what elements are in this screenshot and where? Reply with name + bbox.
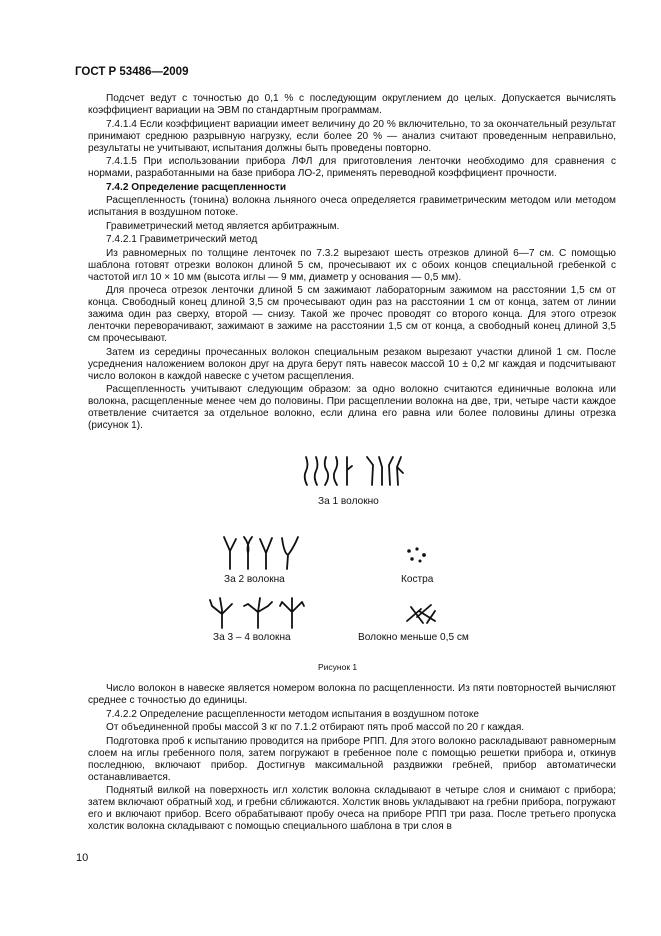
- figure-caption: Рисунок 1: [318, 662, 358, 672]
- two-fiber-drawing: [222, 535, 302, 571]
- label-chaff: Костра: [401, 574, 434, 585]
- single-fiber-drawing: [303, 455, 413, 487]
- label-short-fiber: Волокно меньше 0,5 см: [358, 632, 469, 643]
- subsection-heading: 7.4.2.1 Гравиметрический метод: [106, 234, 258, 245]
- paragraph: Число волокон в навеске является номером волокна по расщепленности. Из пяти повторностей вычисляют среднее с точностью до единицы.: [88, 683, 616, 706]
- paragraph: Расщепленность учитывают следующим образом: за одно волокно считаются единичные волокна или волокна, расщепленные менее чем до половины. При расщеплении волокна на две, три, четыре части каждое ответвление считается за отдельное волокно, если длина его равна или более половины длины отрезка (рисунок 1).: [88, 384, 616, 431]
- section-heading: 7.4.2 Определение расщепленности: [106, 181, 287, 193]
- paragraph: От объединенной пробы массой 3 кг по 7.1.2 отбирают пять проб массой по 20 г каждая.: [106, 722, 525, 733]
- paragraph: Из равномерных по толщине ленточек по 7.3.2 вырезают шесть отрезков длиной 6—7 см. С помощью шаблона готовят отрезки волокон длиной 5 см, прочесывают их с обоих концов специальной гребенкой с частотой игл 10 × 10 мм (высота иглы — 9 мм, диаметр у основания — 0,5 мм).: [88, 247, 616, 283]
- page-header: ГОСТ Р 53486—2009: [75, 66, 189, 78]
- paragraph: Подсчет ведут с точностью до 0,1 % с последующим округлением до целых. Допускается вычислять коэффициент вариации на ЭВМ по стандартным программам.: [88, 93, 616, 116]
- paragraph: Гравиметрический метод является арбитражным.: [106, 220, 340, 232]
- body-text-bottom: [88, 683, 616, 835]
- paragraph: Поднятый вилкой на поверхность игл холстик волокна складывают в четыре слоя и снимают с прибора; затем включают обратный ход, и гребни сближаются. Холстик вновь укладывают на гребни прибора, погружают его и включают прибор. Всего обрабатывают пробу очеса на приборе РПП три раза. После третьего пропуска холстик волокна складывают с помощью специального шаблона в три слоя в: [88, 785, 616, 832]
- paragraph: Затем из середины прочесанных волокон специальным резаком вырезают участки длиной 1 см. После усреднения наложением волокон друг на друга берут пять навесок массой 10 ± 0,2 мг каждая и подсчитывают число волокон в каждой навеске с учетом расщепления.: [88, 346, 616, 382]
- three-four-fiber-drawing: [208, 596, 308, 630]
- label-three-four-fibers: За 3 – 4 волокна: [213, 632, 291, 643]
- paragraph: Расщепленность (тонина) волокна льняного очеса определяется гравиметрическим методом или методом испытания в воздушном потоке.: [88, 195, 616, 218]
- chaff-drawing: [403, 546, 433, 566]
- page-number: 10: [76, 852, 89, 864]
- subsection-heading: 7.4.2.2 Определение расщепленности методом испытания в воздушном потоке: [106, 708, 480, 720]
- paragraph: Для прочеса отрезок ленточки длиной 5 см зажимают лабораторным зажимом на расстоянии 1,5 см от конца. Свободный конец длиной 3,5 см прочесывают один раз на расстоянии 1 см от конца, затем от линии зажима один раз сверху, второй — снизу. Такой же прочес проводят со второго конца. Для этого отрезок ленточки переворачивают, зажимают в зажиме на расстоянии 1,5 см от конца, а свободный конец длиной 3,5 см прочесывают.: [88, 285, 616, 344]
- body-text-top: [88, 93, 616, 434]
- paragraph: Подготовка проб к испытанию проводится на приборе РПП. Для этого волокно раскладывают равномерным слоем на иглы гребенного поля, затем погружают в гребенное поле с помощью решетки прибора и, откинув последнюю, включают прибор. Достигнув максимальной раздвижки гребней, прибор автоматически останавливается.: [88, 735, 616, 783]
- label-single-fiber: За 1 волокно: [318, 496, 379, 507]
- paragraph: 7.4.1.5 При использовании прибора ЛФЛ для приготовления ленточки необходимо для сравнения с нормами, разработанными на базе прибора ЛО-2, применять переводной коэффициент прочности.: [88, 156, 616, 179]
- paragraph: 7.4.1.4 Если коэффициент вариации имеет величину до 20 % включительно, то за окончательный результат принимают среднюю разрывную нагрузку, если более 20 % — анализ считают проведенным неправильно, результаты не учитывают, испытания должны быть проведены повторно.: [88, 118, 616, 154]
- short-fiber-drawing: [405, 603, 439, 627]
- label-two-fibers: За 2 волокна: [224, 574, 285, 585]
